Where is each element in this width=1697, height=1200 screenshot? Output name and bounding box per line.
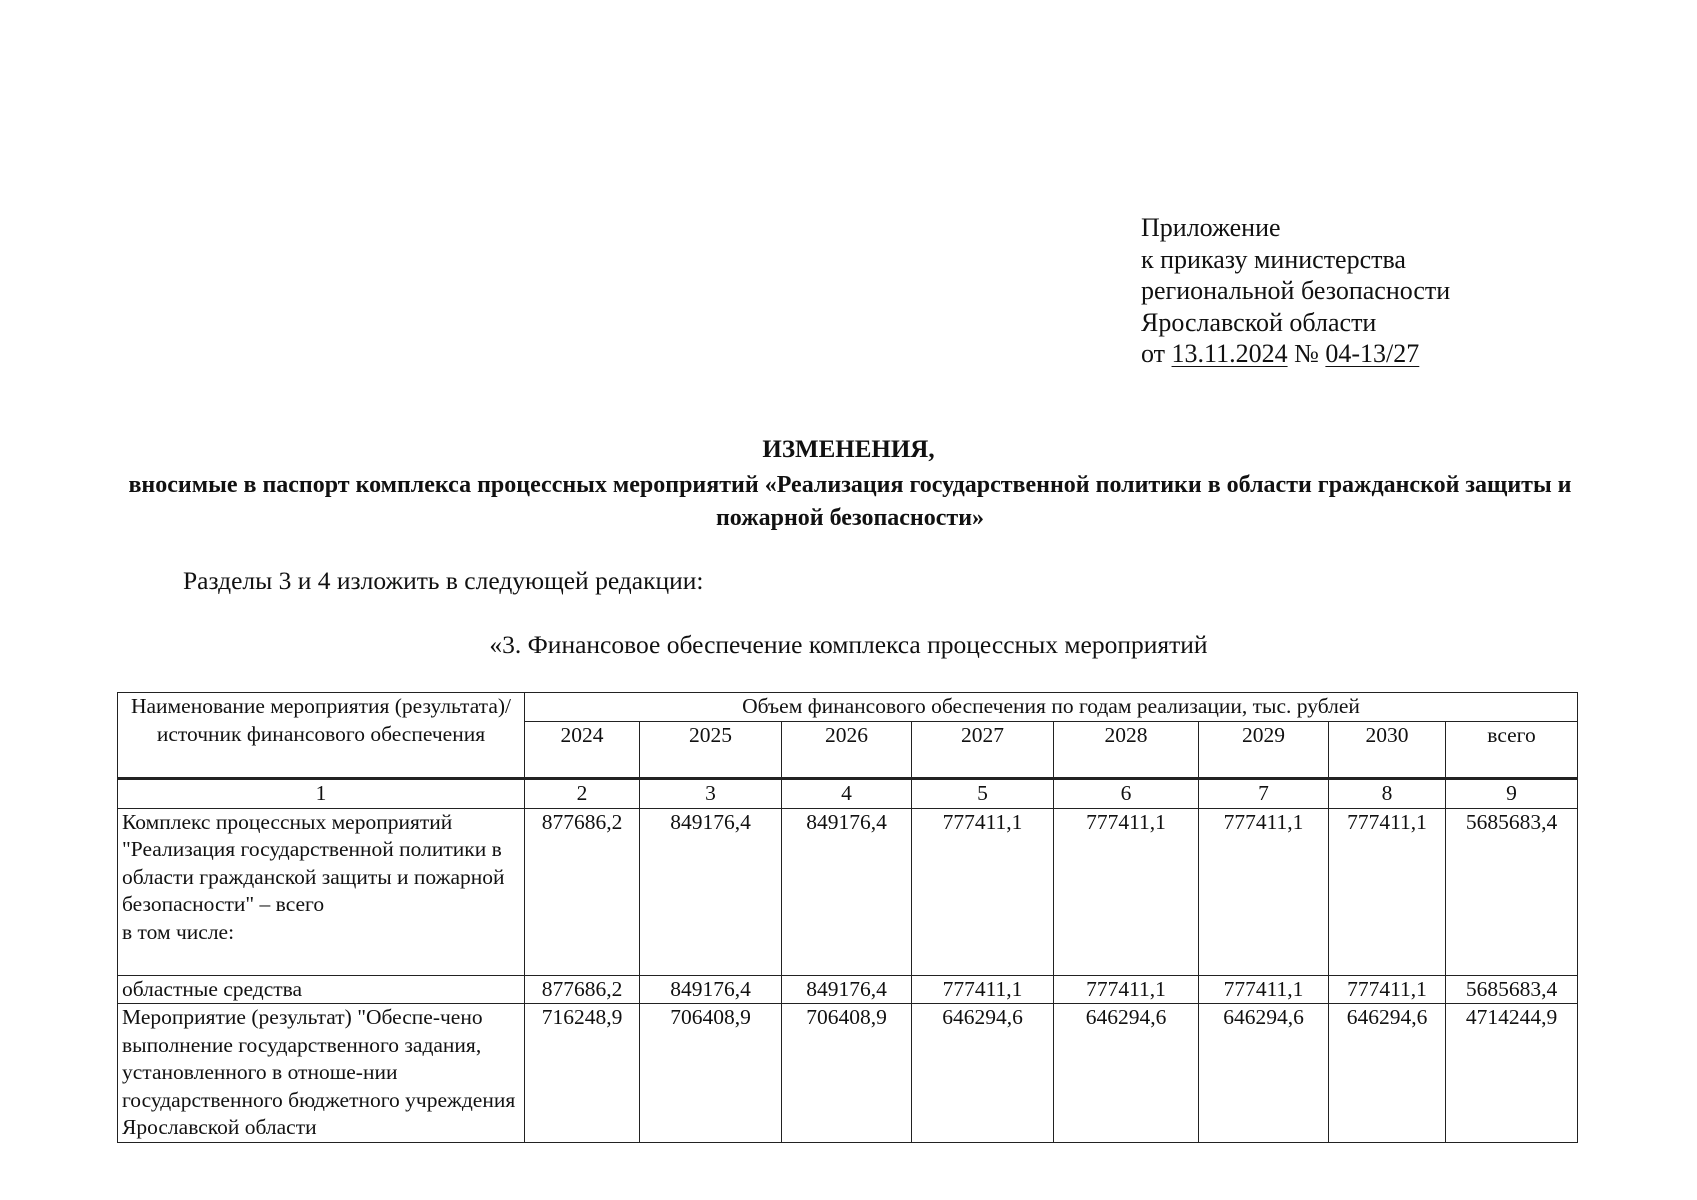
column-number-cell: 1 [118,779,525,809]
order-date: 13.11.2024 [1171,339,1288,368]
value-cell: 646294,6 [1329,1004,1446,1143]
value-cell: 849176,4 [640,808,782,975]
year-cell: 2027 [912,721,1054,778]
column-number-row [118,779,1578,809]
appendix-line-1: Приложение [1141,213,1281,242]
appendix-date-line [1141,338,1450,370]
appendix-line-2: к приказу министерства [1141,244,1406,274]
value-cell: 877686,2 [525,975,640,1004]
header-volume-cell: Объем финансового обеспечения по годам реализации, тыс. рублей [525,693,1578,722]
value-cell: 777411,1 [1199,808,1329,975]
intro-paragraph: Разделы 3 и 4 изложить в следующей редакции: [183,566,704,595]
value-cell: 777411,1 [1054,808,1199,975]
financing-table [117,692,1578,1143]
number-prefix: № [1294,339,1319,368]
column-number-cell: 8 [1329,779,1446,809]
year-cell: 2025 [640,721,782,778]
column-number-cell: 9 [1446,779,1578,809]
column-number-cell: 7 [1199,779,1329,809]
value-cell: 777411,1 [1329,975,1446,1004]
table-row [118,975,1578,1004]
table-row [118,808,1578,975]
value-cell: 706408,9 [782,1004,912,1143]
document-subtitle: вносимые в паспорт комплекса процессных мероприятий «Реализация государственной политики в области гражданской защиты и пожарной безопасности» [128,472,1572,531]
appendix-line-4: Ярославской области [1141,307,1377,337]
value-cell: 646294,6 [1054,1004,1199,1143]
value-cell: 777411,1 [1329,808,1446,975]
row-subtext: в том числе: [122,919,235,944]
column-number-cell: 3 [640,779,782,809]
table-header-row [118,693,1578,722]
value-cell: 849176,4 [640,975,782,1004]
year-cell: 2030 [1329,721,1446,778]
value-cell: 849176,4 [782,808,912,975]
document-title: ИЗМЕНЕНИЯ, [762,436,935,463]
value-cell: 777411,1 [912,975,1054,1004]
value-cell: 777411,1 [1054,975,1199,1004]
value-cell: 777411,1 [912,808,1054,975]
header-name-cell: Наименование мероприятия (результата)/ источник финансового обеспечения [118,693,525,779]
value-cell: 646294,6 [912,1004,1054,1143]
section-title: «3. Финансовое обеспечение комплекса процессных мероприятий [489,630,1208,659]
value-cell: 877686,2 [525,808,640,975]
year-cell: всего [1446,721,1578,778]
year-cell: 2028 [1054,721,1199,778]
row-name-cell [118,808,525,975]
column-number-cell: 5 [912,779,1054,809]
value-cell: 849176,4 [782,975,912,1004]
date-prefix: от [1141,339,1166,368]
appendix-line-3: региональной безопасности [1141,276,1451,305]
table-row [118,1004,1578,1143]
order-number: 04-13/27 [1325,339,1420,368]
value-cell: 777411,1 [1199,975,1329,1004]
row-name-text: Комплекс процессных мероприятий "Реализация государственной политики в области гражданской защиты и пожарной безопасности" – всего [122,809,505,916]
value-cell: 716248,9 [525,1004,640,1143]
year-cell: 2026 [782,721,912,778]
year-cell: 2029 [1199,721,1329,778]
value-cell: 5685683,4 [1446,975,1578,1004]
row-name-cell: областные средства [118,975,525,1004]
appendix-block [1141,212,1450,370]
value-cell: 5685683,4 [1446,808,1578,975]
value-cell: 646294,6 [1199,1004,1329,1143]
column-number-cell: 6 [1054,779,1199,809]
row-name-cell: Мероприятие (результат) "Обеспе-чено выполнение государственного задания, установленного в отноше-нии государственного бюджетного учреждения Ярославской области [118,1004,525,1143]
value-cell: 706408,9 [640,1004,782,1143]
column-number-cell: 2 [525,779,640,809]
year-cell: 2024 [525,721,640,778]
value-cell: 4714244,9 [1446,1004,1578,1143]
column-number-cell: 4 [782,779,912,809]
